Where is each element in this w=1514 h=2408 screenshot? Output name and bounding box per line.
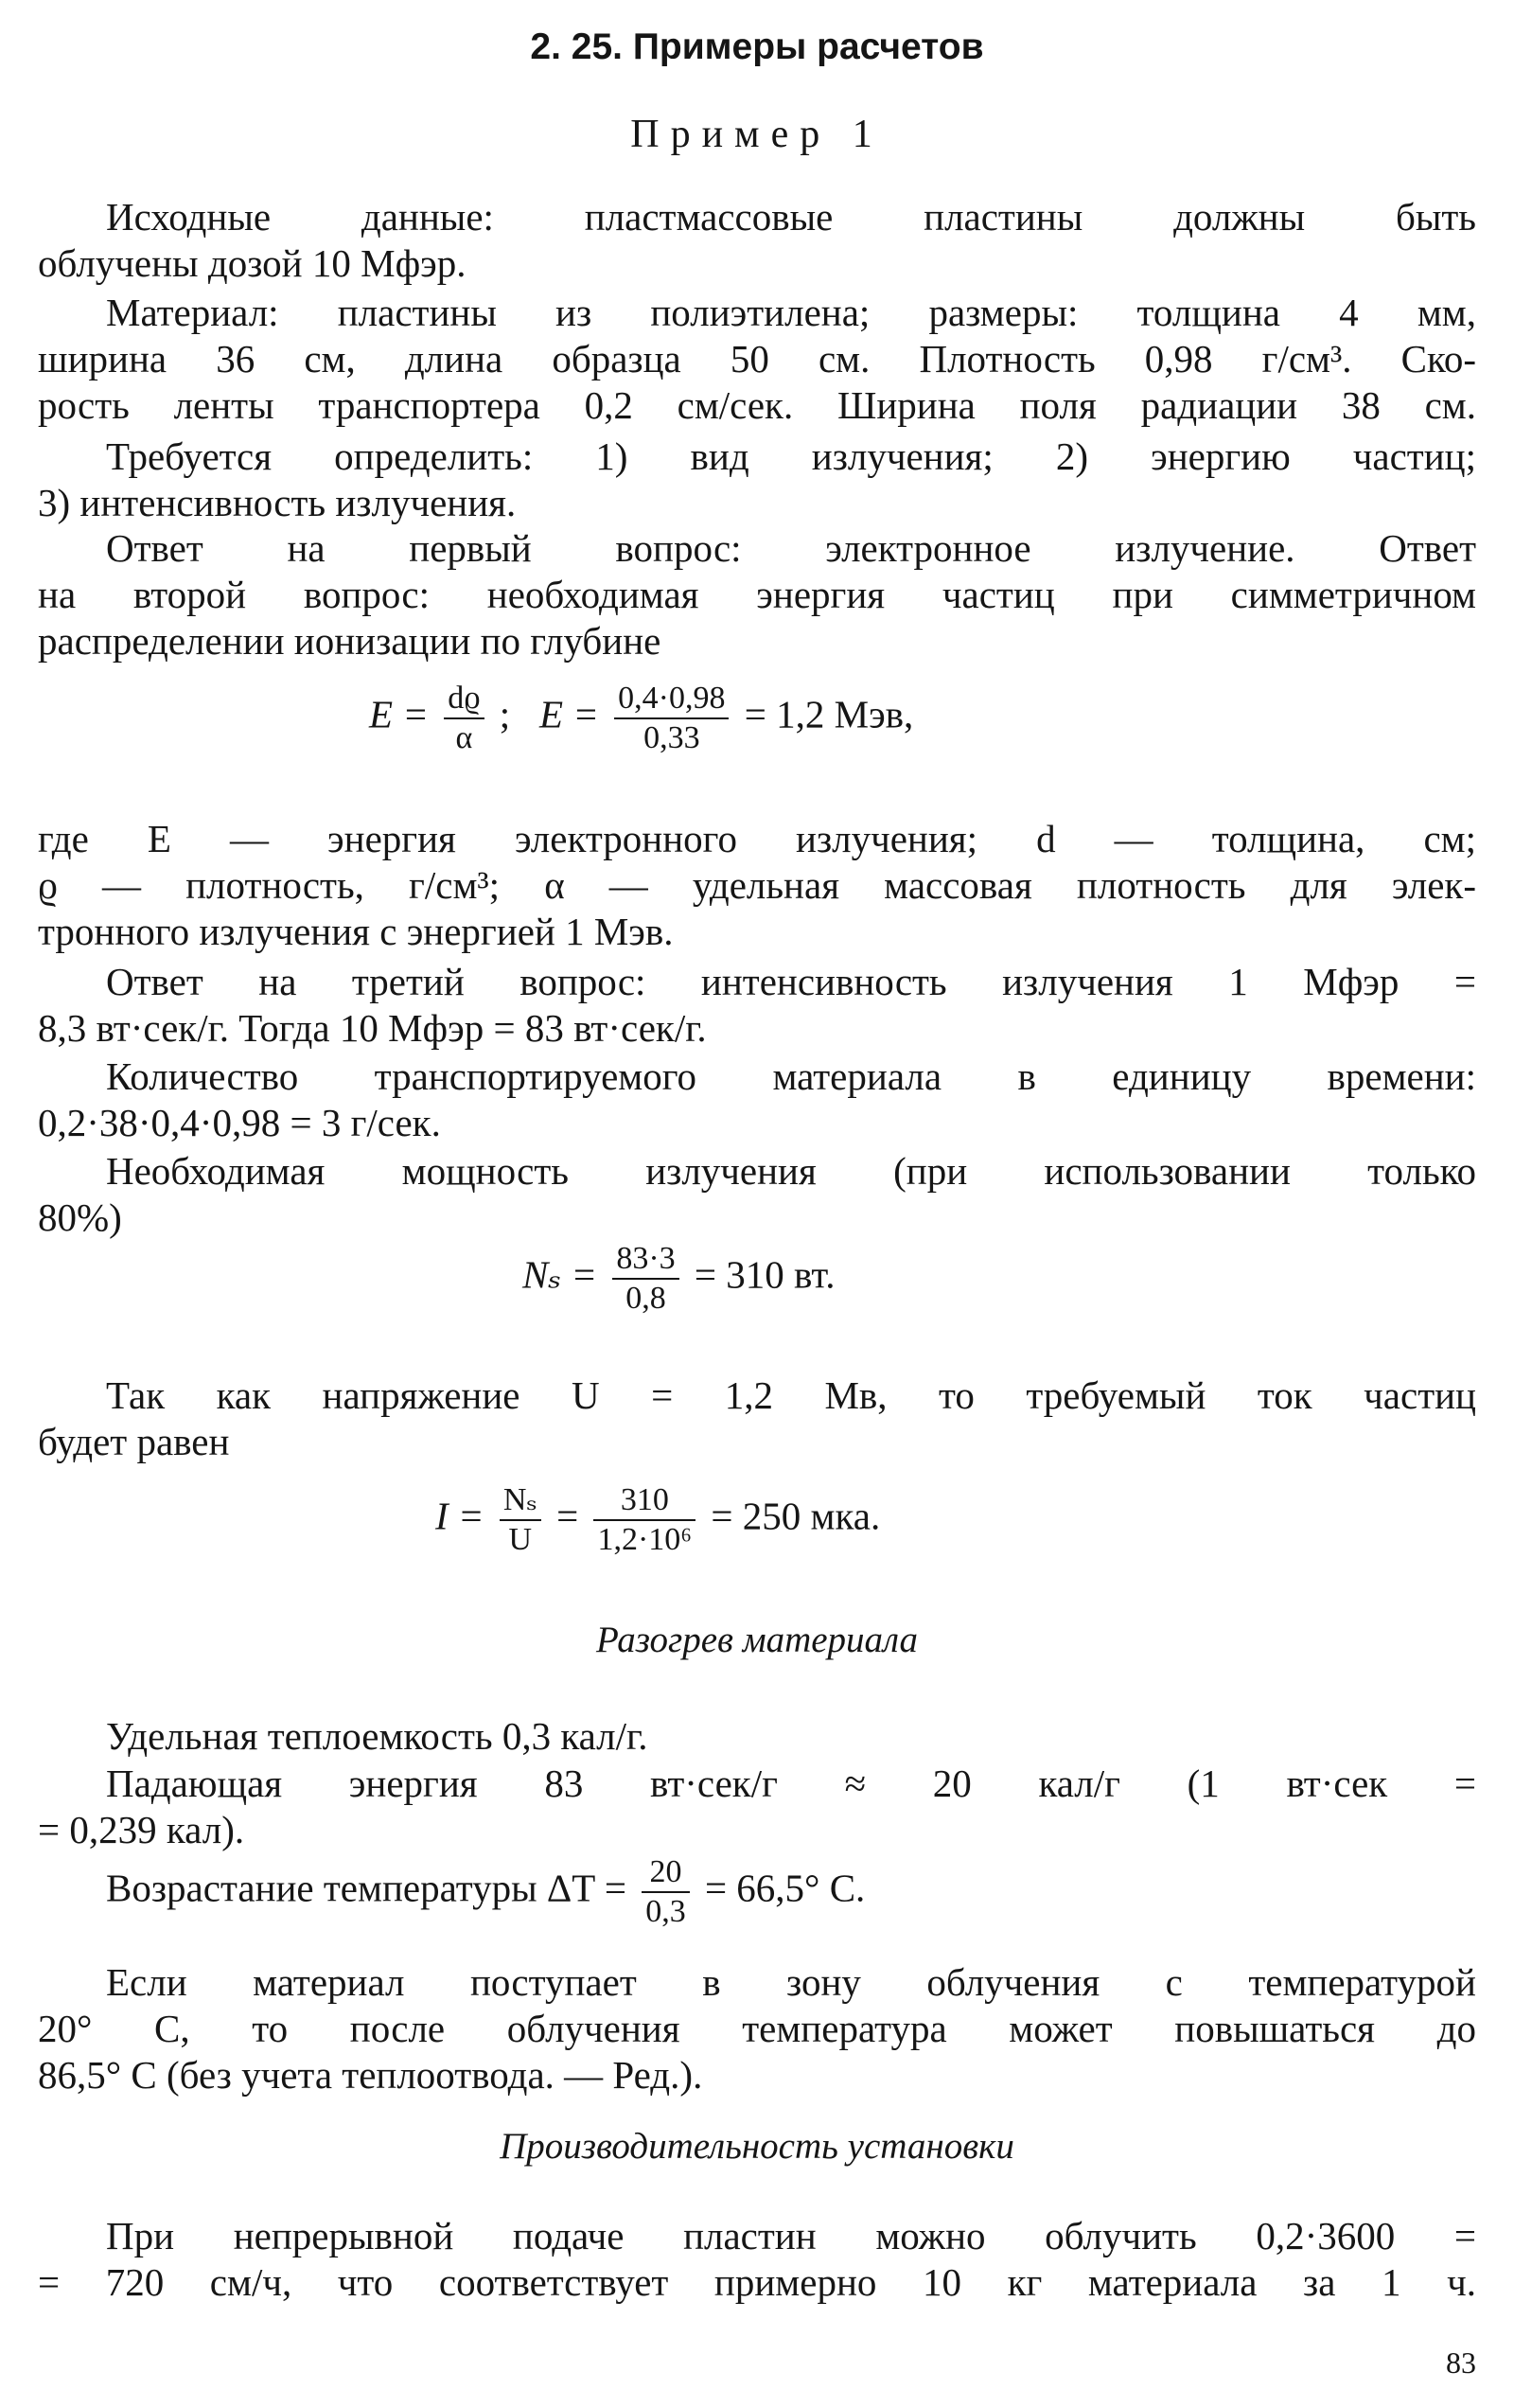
text-line: 8,3 вт·сек/г. Тогда 10 Мфэр = 83 вт·сек/г. (38, 1006, 707, 1050)
fraction (642, 1853, 690, 1931)
subtitle-productivity: Производительность установки (500, 2126, 1014, 2167)
text-line: распределении ионизации по глубине (38, 619, 661, 663)
text-line: 86,5° C (без учета теплоотвода. — Ред.). (38, 2053, 703, 2097)
text-line: Так как напряжение U = 1,2 Мв, то требуемый ток частиц (106, 1373, 1476, 1417)
numerator: 0,4·0,98 (614, 680, 729, 719)
text-line: рость ленты транспортера 0,2 см/сек. Ширина поля радиации 38 см. (38, 383, 1476, 427)
fraction (593, 1481, 695, 1559)
example-title: Пример 1 (630, 113, 884, 156)
paragraph-material (38, 290, 1476, 429)
text-line: облучены дозой 10 Мфэр. (38, 241, 467, 285)
denominator: α (455, 720, 473, 755)
paragraph-productivity (38, 2213, 1476, 2306)
section-title: 2. 25. Примеры расчетов (530, 27, 984, 67)
paragraph-answer-3 (38, 959, 1476, 1052)
page-number: 83 (1446, 2346, 1476, 2380)
numerator: 83·3 (612, 1240, 678, 1280)
fraction (612, 1240, 678, 1318)
text-line: Исходные данные: пластмассовые пластины должны быть (106, 195, 1476, 239)
formula-result: = 66,5° C. (704, 1866, 866, 1910)
formula-label: Возрастание температуры ΔT = (106, 1866, 626, 1910)
text-line: тронного излучения с энергией 1 Мэв. (38, 910, 674, 953)
denominator: 0,3 (645, 1894, 686, 1929)
fraction (614, 680, 729, 757)
formula-current (435, 1481, 880, 1559)
text-line: Количество транспортируемого материала в единицу времени: (106, 1054, 1476, 1098)
text-line: будет равен (38, 1420, 230, 1463)
formula-result: = 310 вт. (694, 1252, 836, 1297)
numerator: dϱ (444, 680, 484, 719)
paragraph-heat-capacity (38, 1713, 1476, 1760)
subtitle-heating: Разогрев материала (595, 1620, 919, 1660)
paragraph-input-data (38, 194, 1476, 287)
denominator: 0,33 (643, 720, 700, 755)
text-line: Необходимая мощность излучения (при использовании только (106, 1149, 1476, 1193)
formula-power (522, 1240, 835, 1318)
equals-sign: = (556, 1494, 579, 1538)
numerator: 310 (593, 1481, 695, 1521)
text-line: 20° C, то после облучения температура может повышаться до (38, 2007, 1476, 2050)
denominator: U (508, 1522, 533, 1557)
paragraph-temperature-rise (38, 1959, 1476, 2098)
text-line: где E — энергия электронного излучения; d — толщина, см; (38, 817, 1476, 860)
formula-lhs: Nₛ = (522, 1252, 598, 1297)
text-line: = 0,239 кал). (38, 1808, 245, 1851)
text-line: Требуется определить: 1) вид излучения; 2) энергию частиц; (106, 434, 1476, 478)
paragraph-voltage (38, 1372, 1476, 1465)
formula-result: = 250 мка. (711, 1494, 881, 1538)
page (38, 0, 1476, 2408)
text-line: Падающая энергия 83 вт·сек/г ≈ 20 кал/г (1 вт·сек = (106, 1762, 1476, 1805)
paragraph-where (38, 816, 1476, 955)
text-line: Материал: пластины из полиэтилена; размеры: толщина 4 мм, (106, 291, 1476, 334)
paragraph-quantity (38, 1054, 1476, 1146)
formula-lhs: E = (369, 692, 429, 736)
text-line: 0,2·38·0,4·0,98 = 3 г/сек. (38, 1101, 441, 1144)
numerator: Nₛ (500, 1481, 541, 1521)
text-line: Ответ на третий вопрос: интенсивность излучения 1 Мфэр = (106, 960, 1476, 1003)
text-line: 3) интенсивность излучения. (38, 481, 517, 524)
text-line: = 720 см/ч, что соответствует примерно 10 кг материала за 1 ч. (38, 2260, 1476, 2304)
formula-result: = 1,2 Мэв, (744, 692, 914, 736)
formula-lhs: E = (538, 692, 599, 736)
text-line: на второй вопрос: необходимая энергия частиц при симметричном (38, 573, 1476, 616)
numerator: 20 (642, 1853, 690, 1893)
paragraph-power (38, 1148, 1476, 1241)
denominator: 1,2·10⁶ (597, 1522, 693, 1557)
paragraph-answer-1-2 (38, 525, 1476, 664)
paragraph-task (38, 434, 1476, 526)
paragraph-incident-energy (38, 1761, 1476, 1853)
separator: ; (499, 692, 511, 736)
formula-temperature (106, 1853, 865, 1931)
fraction (444, 680, 484, 757)
formula-energy (369, 680, 913, 757)
text-line: ширина 36 см, длина образца 50 см. Плотность 0,98 г/см³. Ско- (38, 337, 1476, 381)
text-line: 80%) (38, 1195, 122, 1239)
text-line: При непрерывной подаче пластин можно облучить 0,2·3600 = (106, 2214, 1476, 2258)
text-line: Если материал поступает в зону облучения с температурой (106, 1960, 1476, 2004)
fraction (500, 1481, 541, 1559)
text-line: Ответ на первый вопрос: электронное излучение. Ответ (106, 526, 1476, 570)
denominator: 0,8 (625, 1281, 666, 1316)
text-line: Удельная теплоемкость 0,3 кал/г. (106, 1714, 648, 1758)
formula-lhs: I = (435, 1494, 484, 1538)
text-line: ϱ — плотность, г/см³; α — удельная массовая плотность для элек- (38, 863, 1476, 907)
